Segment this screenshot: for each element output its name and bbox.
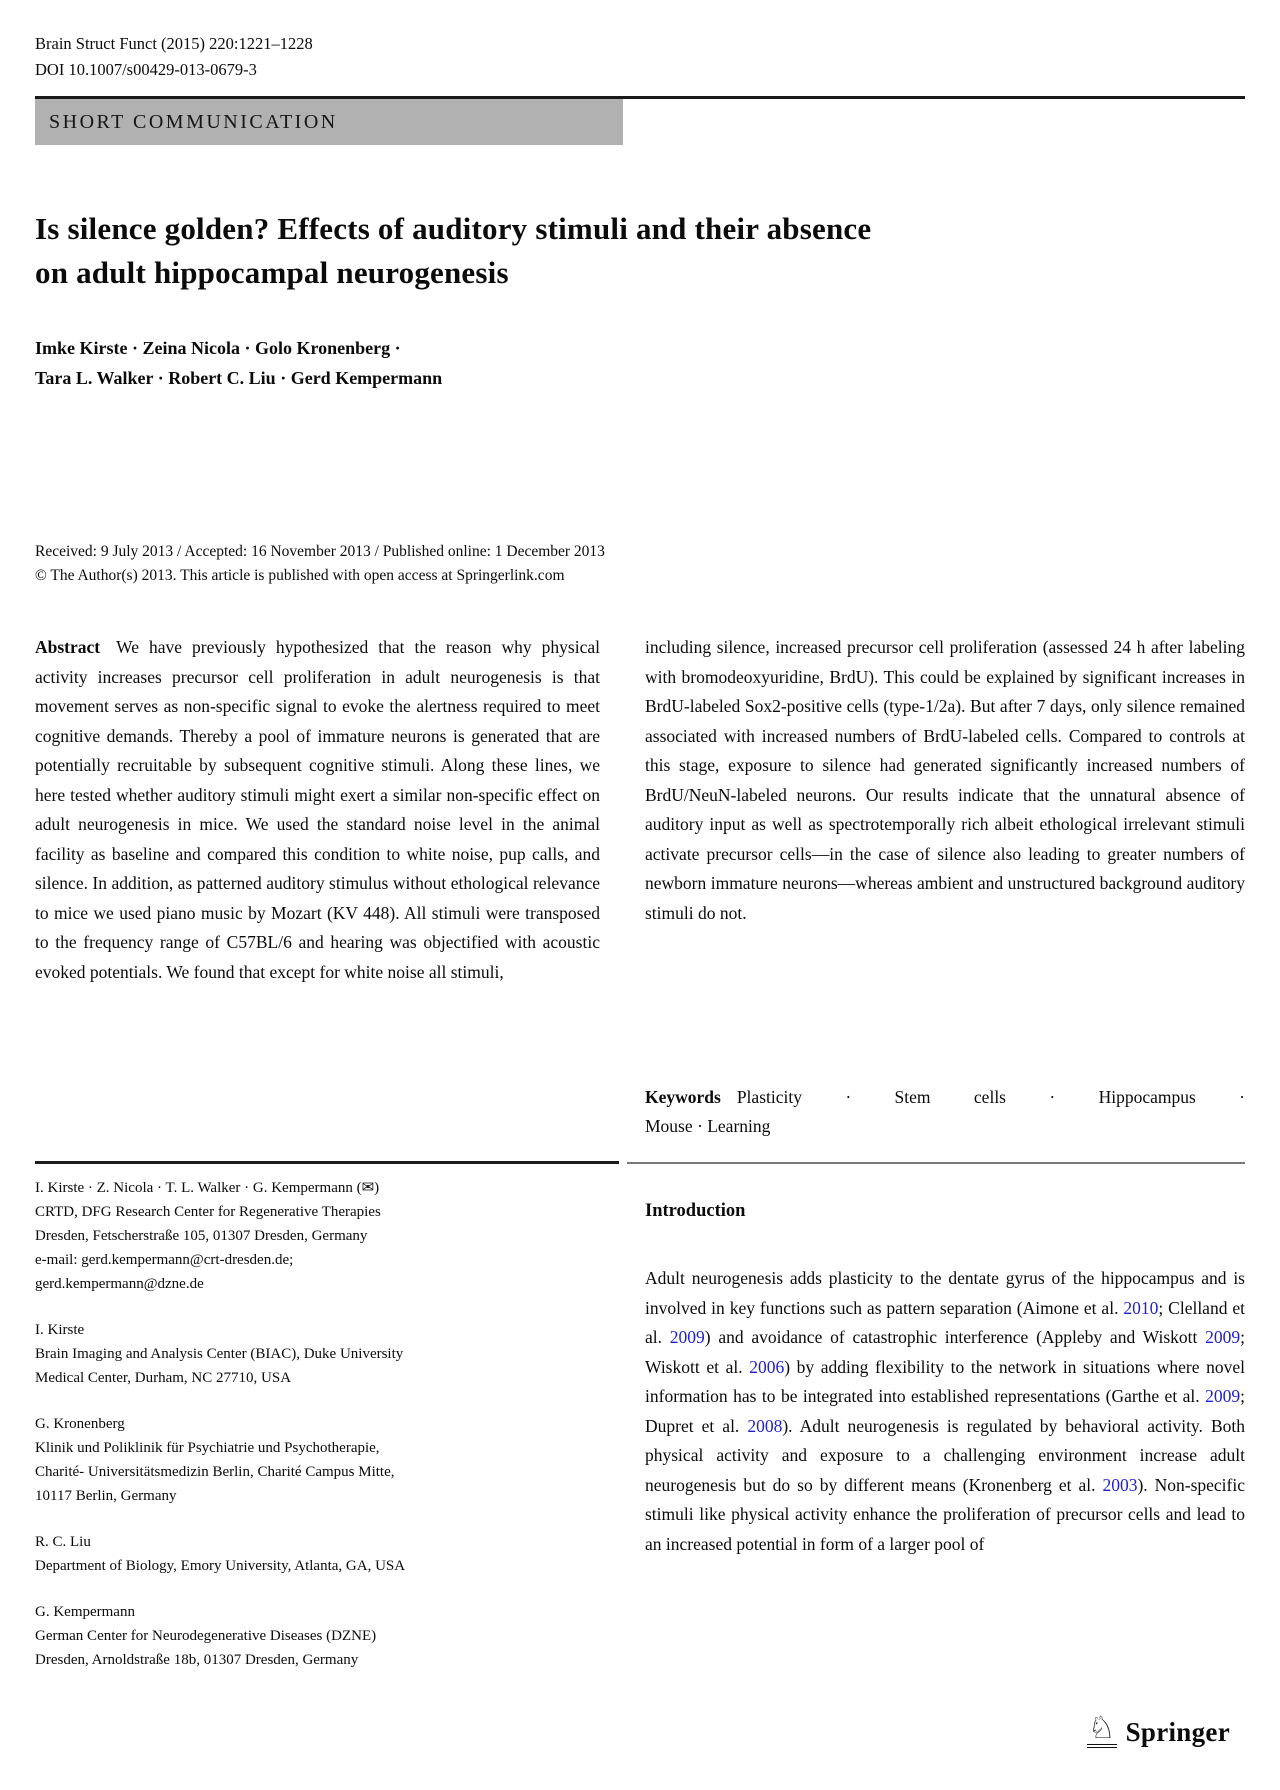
publisher-logo: [1087, 1710, 1230, 1748]
paragraph-text: Adult neurogenesis adds plasticity to the dentate gyrus of the hippocampus and is involved in key functions such as pattern separation (Aimone et al.: [645, 1268, 1245, 1318]
copyright-line: © The Author(s) 2013. This article is published with open access at Springerlink.com: [35, 567, 565, 584]
author-list: Imke Kirste · Zeina Nicola · Golo Kronenberg · Tara L. Walker · Robert C. Liu · Gerd Kempermann: [35, 338, 443, 388]
affiliation-block: G. Kronenberg Klinik und Poliklinik für Psychiatrie und Psychotherapie, Charité- Universitätsmedizin Berlin, Charité Campus Mitte, 10117 Berlin, Germany: [35, 1416, 395, 1504]
abstract-column-1: [35, 633, 600, 987]
keywords-line2: Mouse · Learning: [645, 1116, 771, 1136]
introduction-heading: Introduction: [645, 1201, 746, 1221]
citation-link[interactable]: 2006: [749, 1356, 785, 1377]
footnote-rule: [35, 1161, 619, 1164]
citation-link[interactable]: 2003: [1102, 1474, 1138, 1495]
paragraph-text: ) by adding flexibility to the network in situations where novel information has to be integrated into established representations (Garthe et al.: [645, 1356, 1245, 1406]
section-banner-label: SHORT COMMUNICATION: [49, 110, 338, 133]
received-accepted-line: Received: 9 July 2013 / Accepted: 16 November 2013 / Published online: 1 December 2013: [35, 543, 605, 560]
section-banner: [35, 99, 623, 145]
affiliation-block: R. C. Liu Department of Biology, Emory University, Atlanta, GA, USA: [35, 1534, 406, 1574]
paragraph-text: ; Dupret et al.: [645, 1386, 1245, 1436]
affiliation-block: I. Kirste · Z. Nicola · T. L. Walker · G. Kempermann (✉) CRTD, DFG Research Center for Regenerative Therapies Dresden, Fetscherstraße 105, 01307 Dresden, Germany e-mail: gerd.kempermann@crt-dresden.de; gerd.kempermann@dzne.de: [35, 1180, 381, 1292]
affiliation-block: I. Kirste Brain Imaging and Analysis Center (BIAC), Duke University Medical Center, Durham, NC 27710, USA: [35, 1322, 404, 1386]
keywords-block: [645, 1083, 1245, 1141]
paragraph-text: ; Wiskott et al.: [645, 1327, 1245, 1377]
correspondence-footnotes: [35, 1176, 600, 1694]
doi: DOI 10.1007/s00429-013-0679-3: [35, 60, 257, 79]
abstract-text-part2: including silence, increased precursor cell proliferation (assessed 24 h after labeling with bromodeoxyuridine, BrdU). This could be explained by significant increases in BrdU-labeled Sox2-positive cells (type-1/2a). But after 7 days, only silence remained associated with increased numbers of BrdU-labeled cells. Compared to controls at this stage, exposure to silence had generated significantly increased numbers of BrdU/NeuN-labeled neurons. Our results indicate that the unnatural absence of auditory input as well as spectrotemporally rich albeit ethological irrelevant stimuli activate precursor cells—in the case of silence also leading to greater numbers of newborn immature neurons—whereas ambient and unstructured background auditory stimuli do not.: [645, 637, 1245, 923]
abstract-text-part1: We have previously hypothesized that the reason why physical activity increases precursor cell proliferation in adult neurogenesis is that movement serves as non-specific signal to evoke the alertness required to meet cognitive demands. Thereby a pool of immature neurons is generated that are potentially recruitable by subsequent cognitive stimuli. Along these lines, we here tested whether auditory stimuli might exert a similar non-specific effect on adult neurogenesis in mice. We used the standard noise level in the animal facility as baseline and compared this condition to white noise, pup calls, and silence. In addition, as patterned auditory stimulus without ethological relevance to mice we used piano music by Mozart (KV 448). All stimuli were transposed to the frequency range of C57BL/6 and hearing was objectified with acoustic evoked potentials. We found that except for white noise all stimuli,: [35, 637, 600, 982]
citation-link[interactable]: 2009: [1205, 1386, 1241, 1406]
journal-header: [35, 31, 313, 83]
citation-link[interactable]: 2010: [1123, 1297, 1159, 1318]
journal-citation: Brain Struct Funct (2015) 220:1221–1228: [35, 34, 313, 53]
introduction-paragraph: [645, 1264, 1245, 1559]
abstract-column-2: [645, 633, 1245, 928]
citation-link[interactable]: 2009: [669, 1327, 705, 1347]
keywords-label: Keywords: [645, 1087, 721, 1107]
keywords-line1: [645, 1083, 1245, 1112]
publisher-name: Springer: [1125, 1717, 1230, 1747]
paragraph-text: ). Adult neurogenesis is regulated by behavioral activity. Both physical activity and exposure to a challenging environment increase adult neurogenesis but do so by different means (Kronenberg et al.: [645, 1415, 1245, 1495]
springer-knight-icon: ♘: [1087, 1713, 1117, 1748]
article-title: Is silence golden? Effects of auditory stimuli and their absence on adult hippocampal neurogenesis: [35, 211, 872, 290]
citation-link[interactable]: 2008: [747, 1415, 783, 1436]
paragraph-text: ; Clelland et al.: [645, 1297, 1245, 1347]
citation-link[interactable]: 2009: [1205, 1327, 1241, 1347]
paragraph-text: ) and avoidance of catastrophic interference (Appleby and Wiskott: [704, 1327, 1206, 1347]
affiliation-block: G. Kempermann German Center for Neurodegenerative Diseases (DZNE) Dresden, Arnoldstraße 18b, 01307 Dresden, Germany: [35, 1604, 377, 1668]
article-history: [35, 540, 1035, 588]
column-divider-rule: [627, 1162, 1245, 1164]
paragraph-text: ). Non-specific stimuli like physical activity enhance the proliferation of precursor cells and lead to an increased potential in form of a larger pool of: [645, 1474, 1245, 1554]
abstract-label: Abstract: [35, 637, 101, 657]
keywords-text1: Plasticity · Stem cells · Hippocampus ·: [736, 1087, 1245, 1107]
